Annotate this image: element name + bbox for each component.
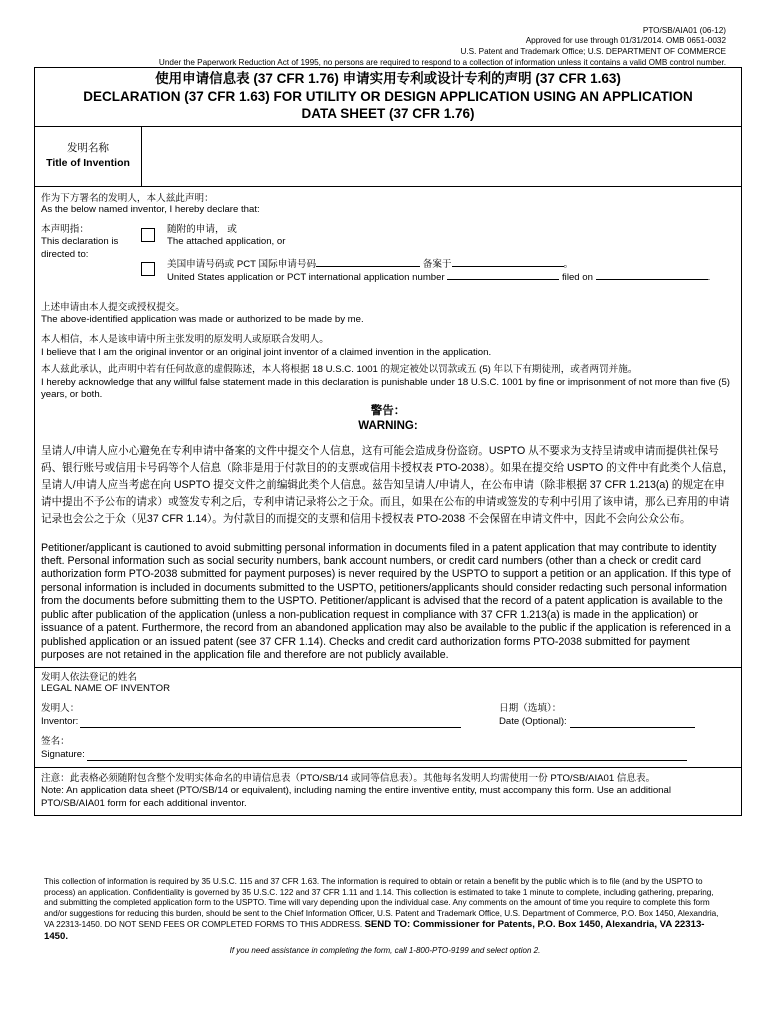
- directed-to: [41, 224, 735, 294]
- option2-text: [167, 258, 710, 285]
- attached-application-checkbox[interactable]: [141, 228, 155, 242]
- burden-text: This collection of information is required by 35 U.S.C. 115 and 37 CFR 1.63. The information is required to obtain or retain a benefit by the public which is to file (and by the USPTO to process) an application. Confidentiality is governed by 35 U.S.C. 122 and 37 CFR 1.11 and 1.14. This collection is estimated to take 1 minute to complete, including gathering, preparing, and submitting the completed application form to the USPTO. Time will vary depending upon the individual case. Any comments on the amount of time you require to complete this form and/or suggestions for reducing this burden, should be sent to the Chief Information Officer, U.S. Patent and Trademark Office, U.S. Department of Commerce, P.O. Box 1450, Alexandria, VA 22313-1450. DO NOT SEND FEES OR COMPLETED FORMS TO THIS ADDRESS.: [44, 877, 719, 929]
- directed-label: [41, 224, 141, 294]
- legal-name-zh: 发明人依法登记的姓名: [41, 671, 137, 683]
- option-application-number: [141, 258, 735, 285]
- warning-body-zh: 呈请人/申请人应小心避免在专利申请中备案的文件中提交个人信息，这有可能会造成身份盗窃。USPTO 从不要求为支持呈请或申请而提供社保号码、银行账号或信用卡号码等个人信息（除非是用于付款目的的支票或信用卡授权表 PTO-2038）。如果在提交给 USPTO 的文件中有此类个人信息，呈请人/申请人应当考虑在向 USPTO 提交文件之前编辑此类个人信息。兹告知呈请人/申请人，在公布申请（除非根据 37 CFR 1.213(a) 的规定在申请中提出不予公布的请求）或签发专利之后，专利申请记录将公之于众。而且，如果在公布的申请或签发的专利中引用了该申请，那么已弃用的申请记录也会公之于众（见37 CFR 1.14）。为付款目的而提交的支票和信用卡授权表 PTO-2038 不会保留在申请文件中，因此不会向公众公布。: [41, 444, 734, 525]
- legal-name-en: LEGAL NAME OF INVENTOR: [41, 683, 171, 695]
- inventor-date-row: [41, 703, 735, 728]
- application-number-zh-blank[interactable]: [316, 258, 420, 267]
- inventor-line-row: [41, 716, 461, 728]
- made-zh: 上述申请由本人提交或授权提交。: [41, 301, 185, 313]
- declaration-form: [34, 67, 742, 816]
- statement-acknowledge: [41, 364, 735, 401]
- signature-block: [41, 736, 735, 761]
- directed-zh: 本声明指：: [41, 223, 89, 235]
- option1-zh: 随附的申请， 或: [167, 223, 237, 235]
- title-of-invention-label: [35, 127, 142, 186]
- title-en-line1: DECLARATION (37 CFR 1.63) FOR UTILITY OR DESIGN APPLICATION USING AN APPLICATION: [83, 88, 693, 104]
- option2-zh-b: 备案于: [422, 258, 452, 270]
- date-en: Date (Optional):: [499, 716, 567, 728]
- filed-on-zh-blank[interactable]: [452, 258, 564, 267]
- warning-zh: 警告：: [370, 404, 406, 417]
- inventor-en: Inventor:: [41, 716, 79, 728]
- filed-on-field[interactable]: [596, 271, 708, 280]
- ack-zh: 本人兹此承认，此声明中若有任何故意的虚假陈述，本人将根据 18 U.S.C. 1001 的规定被处以罚款或五 (5) 年以下有期徒刑，或者两罚并施。: [41, 364, 638, 376]
- burden-statement: [44, 877, 724, 944]
- note-zh: 注意：此表格必须随附包含整个发明实体命名的申请信息表（PTO/SB/14 或同等信息表）。其他每名发明人均需使用一份 PTO/SB/AIA01 信息表。: [41, 772, 656, 784]
- omb-approval: Approved for use through 01/31/2014. OMB 0651-0032: [525, 36, 726, 46]
- inventor-block: [41, 703, 461, 728]
- paperwork-notice: Under the Paperwork Reduction Act of 1995, no persons are required to respond to a collection of information unless it contains a valid OMB control number.: [158, 58, 726, 67]
- option2-en-a: United States application or PCT international application number: [167, 272, 445, 284]
- option-attached-application: [141, 224, 735, 249]
- ack-en: I hereby acknowledge that any willful false statement made in this declaration is punishable under 18 U.S.C. 1001 by fine or imprisonment of not more than five (5) years, or both.: [41, 376, 730, 401]
- toi-label-zh: 发明名称: [67, 141, 109, 154]
- title-of-invention-row: [35, 126, 741, 186]
- directed-options: [141, 224, 735, 294]
- agency-line: U.S. Patent and Trademark Office; U.S. DEPARTMENT OF COMMERCE: [460, 46, 726, 56]
- inventor-name-field[interactable]: [80, 718, 461, 728]
- date-block: [461, 703, 735, 728]
- date-zh: 日期（选填）：: [499, 702, 562, 714]
- option2-en-line: [167, 271, 710, 284]
- signature-line-row: [41, 749, 735, 761]
- send-to: SEND TO: Commissioner for Patents, P.O. Box 1450, Alexandria, VA 22313-1450.: [44, 919, 705, 943]
- title-of-invention-field[interactable]: [142, 127, 741, 186]
- option1-en: The attached application, or: [167, 236, 286, 248]
- signature-field[interactable]: [87, 751, 687, 761]
- form-title: [35, 68, 741, 126]
- inventor-zh: 发明人：: [41, 702, 80, 714]
- directed-en2: directed to:: [41, 248, 89, 260]
- date-field[interactable]: [570, 718, 695, 728]
- form-note: [35, 767, 741, 815]
- title-en-line2: DATA SHEET (37 CFR 1.76): [301, 106, 475, 122]
- option2-zh-end: 。: [563, 258, 574, 270]
- warning-en: WARNING:: [358, 420, 418, 433]
- declaration-section: [35, 186, 741, 667]
- statement-made: [41, 302, 735, 327]
- option2-zh-line: [167, 258, 710, 271]
- directed-en1: This declaration is: [41, 236, 119, 248]
- option2-en-end: .: [707, 272, 711, 284]
- intro-zh: 作为下方署名的发明人，本人兹此声明：: [41, 192, 214, 204]
- made-en: The above-identified application was made or authorized to be made by me.: [41, 313, 364, 325]
- believe-zh: 本人相信，本人是该申请中所主张发明的原发明人或原联合发明人。: [41, 334, 329, 346]
- warning-body-en: Petitioner/applicant is cautioned to avoid submitting personal information in documents filed in a patent application that may contribute to identity theft. Personal information such as social security numbers, bank account numbers, or credit card numbers (other than a check or credit card authorization form PTO-2038 submitted for payment purposes) is never required by the USPTO to support a petition or an application. If this type of personal information is included in documents submitted to the USPTO, petitioners/applicants should consider redacting such personal information from the documents before submitting them to the USPTO. Petitioner/applicant is advised that the record of a patent application is available to the public after publication of the application (unless a non-publication request in compliance with 37 CFR 1.213(a) is made in the application) or issuance of a patent. Furthermore, the record from an abandoned application may also be available to the public if the application is referenced in a published application or an issued patent (see 37 CFR 1.14). Checks and credit card authorization forms PTO-2038 submitted for payment purposes are not retained in the application file and therefore are not publicly available.: [41, 541, 731, 662]
- title-zh: 使用申请信息表 (37 CFR 1.76) 申请实用专利或设计专利的声明 (37 CFR 1.63): [155, 71, 621, 86]
- application-number-checkbox[interactable]: [141, 262, 155, 276]
- intro-en: As the below named inventor, I hereby declare that:: [41, 204, 260, 216]
- application-number-field[interactable]: [447, 271, 559, 280]
- warning-heading: [41, 404, 735, 435]
- option1-text: [167, 224, 285, 249]
- note-en: Note: An application data sheet (PTO/SB/14 or equivalent), including naming the entire inventive entity, must accompany this form. Use an additional PTO/SB/AIA01 form for each additional inventor.: [41, 785, 671, 809]
- inventor-section: [35, 667, 741, 767]
- form-id: PTO/SB/AIA01 (06-12): [642, 26, 726, 35]
- signature-zh: 签名：: [41, 735, 70, 747]
- statement-believe: [41, 334, 735, 359]
- form-header: [460, 26, 726, 57]
- toi-label-en: Title of Invention: [46, 157, 130, 170]
- option2-en-b: filed on: [562, 272, 593, 284]
- option2-zh-a: 美国申请号码或 PCT 国际申请号码: [167, 258, 317, 270]
- signature-en: Signature:: [41, 749, 85, 761]
- help-line: If you need assistance in completing the form, call 1-800-PTO-9199 and select option 2.: [229, 946, 541, 955]
- date-line-row: [499, 716, 735, 728]
- believe-en: I believe that I am the original inventor or an original joint inventor of a claimed invention in the application.: [41, 346, 492, 358]
